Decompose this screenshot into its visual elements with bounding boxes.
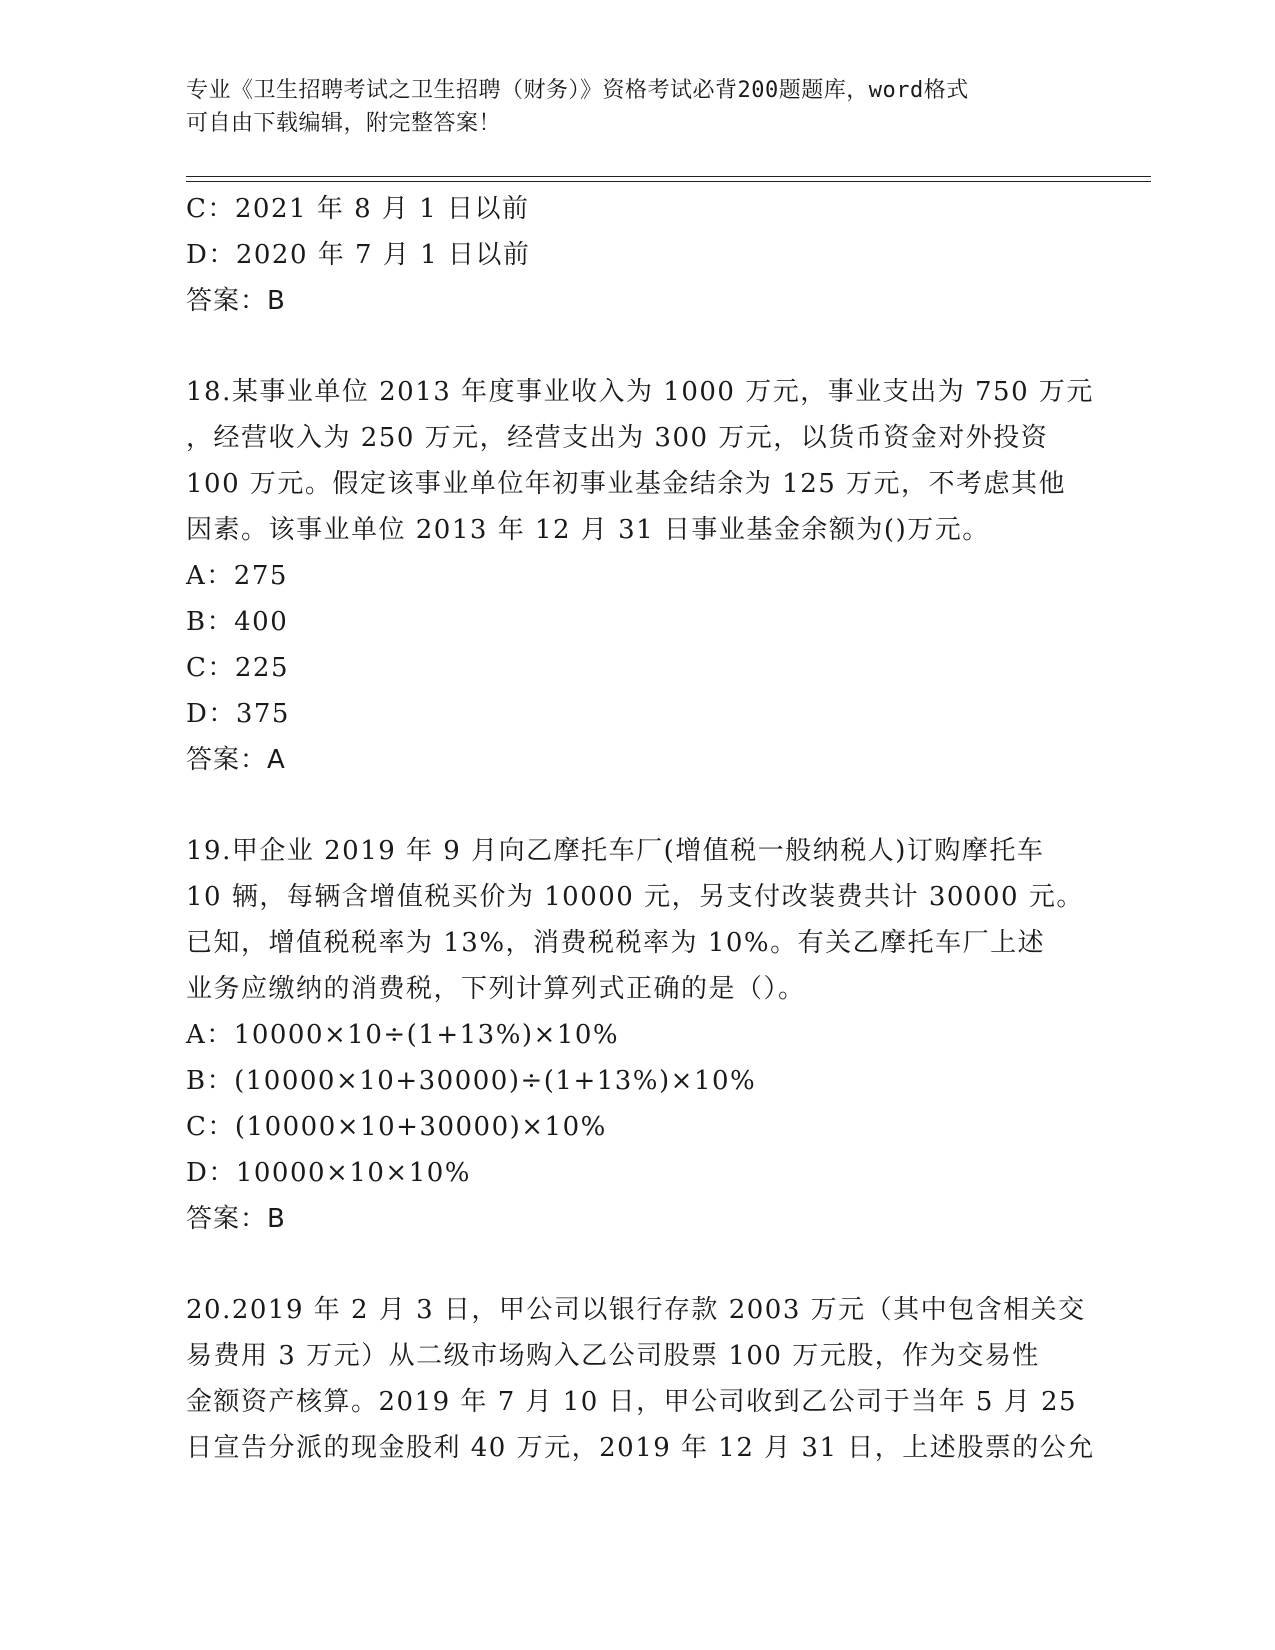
option-c: C：225	[186, 653, 290, 683]
option-a: A：10000×10÷(1+13%)×10%	[186, 1020, 620, 1050]
question-stem-line: 100 万元。假定该事业单位年初事业基金结余为 125 万元，不考虑其他	[186, 469, 1067, 499]
spacer	[186, 783, 1086, 828]
option-d: D：10000×10×10%	[186, 1158, 471, 1188]
answer-label: 答案：A	[186, 745, 286, 775]
question-stem-line: 业务应缴纳的消费税，下列计算列式正确的是（）。	[186, 974, 806, 1004]
header-title-line-2: 可自由下载编辑，附完整答案！	[186, 111, 502, 136]
spacer	[186, 1242, 1086, 1287]
header-divider-bottom	[186, 181, 1151, 182]
question-stem-line: 18.某事业单位 2013 年度事业收入为 1000 万元，事业支出为 750 万元	[186, 377, 1094, 407]
option-b: B：400	[186, 607, 289, 637]
answer-label: 答案：B	[186, 1204, 286, 1234]
question-stem-line: 金额资产核算。2019 年 7 月 10 日，甲公司收到乙公司于当年 5 月 25	[186, 1387, 1078, 1417]
option-d: D：2020 年 7 月 1 日以前	[186, 240, 531, 270]
spacer	[186, 324, 1086, 369]
page-header	[186, 74, 1086, 140]
question-stem-line: 易费用 3 万元）从二级市场购入乙公司股票 100 万元股，作为交易性	[186, 1341, 1040, 1371]
option-d: D：375	[186, 699, 290, 729]
question-19	[186, 828, 1086, 1242]
question-stem-line: ，经营收入为 250 万元，经营支出为 300 万元，以货币资金对外投资	[186, 423, 1049, 453]
answer-label: 答案：B	[186, 286, 286, 316]
option-c: C：(10000×10+30000)×10%	[186, 1112, 607, 1142]
question-stem-line: 因素。该事业单位 2013 年 12 月 31 日事业基金余额为()万元。	[186, 515, 990, 545]
header-divider-top	[186, 176, 1151, 177]
question-18	[186, 369, 1094, 783]
option-c: C：2021 年 8 月 1 日以前	[186, 194, 530, 224]
question-20	[186, 1287, 1095, 1471]
question-content	[186, 186, 1095, 1471]
option-b: B：(10000×10+30000)÷(1+13%)×10%	[186, 1066, 757, 1096]
question-stem-line: 19.甲企业 2019 年 9 月向乙摩托车厂(增值税一般纳税人)订购摩托车	[186, 836, 1045, 866]
option-a: A：275	[186, 561, 288, 591]
question-stem-line: 10 辆，每辆含增值税买价为 10000 元，另支付改装费共计 30000 元。	[186, 882, 1084, 912]
header-title-line-1: 专业《卫生招聘考试之卫生招聘（财务）》资格考试必背200题题库，word格式	[186, 78, 969, 103]
question-stem-line: 20.2019 年 2 月 3 日，甲公司以银行存款 2003 万元（其中包含相关交	[186, 1295, 1086, 1325]
question-stem-line: 已知，增值税税率为 13%，消费税税率为 10%。有关乙摩托车厂上述	[186, 928, 1046, 958]
question-17-tail	[186, 186, 1086, 324]
question-stem-line: 日宣告分派的现金股利 40 万元，2019 年 12 月 31 日，上述股票的公允	[186, 1433, 1095, 1463]
